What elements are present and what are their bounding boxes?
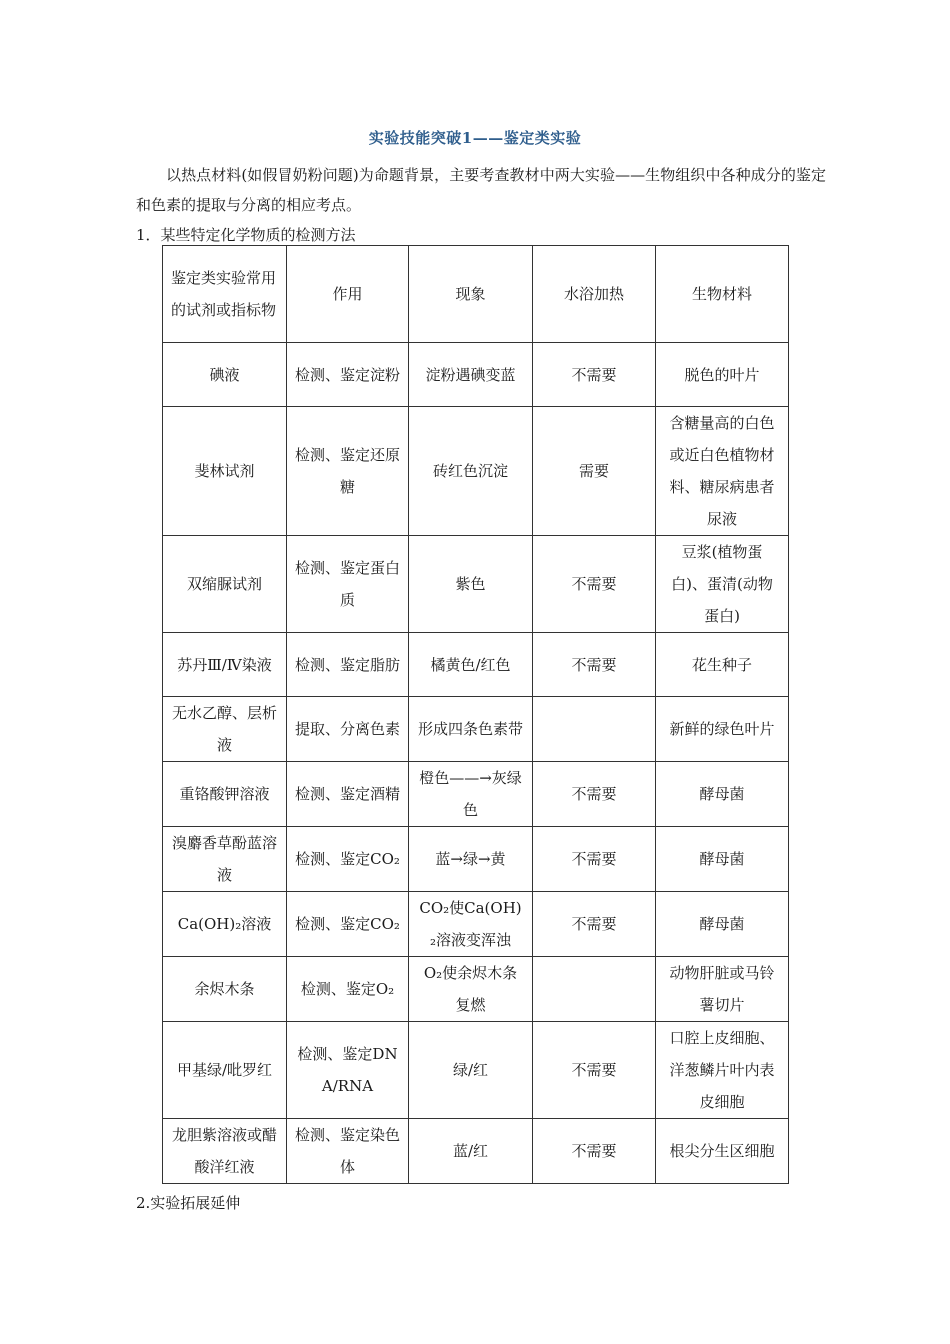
header-cell-material: 生物材料 [656,246,789,343]
table-cell-c1: 苏丹Ⅲ/Ⅳ染液 [163,633,287,697]
table-cell-c2: 检测、鉴定CO₂ [287,827,409,892]
table-cell-c5: 根尖分生区细胞 [656,1119,789,1184]
table-cell-c3: 橙色——→灰绿色 [409,762,533,827]
table-cell-c5: 动物肝脏或马铃薯切片 [656,957,789,1022]
table-cell-c2: 检测、鉴定淀粉 [287,343,409,407]
table-cell-c3: O₂使余烬木条复燃 [409,957,533,1022]
detection-methods-table [162,245,789,1184]
header-cell-water-bath: 水浴加热 [533,246,656,343]
table-cell-c1: 重铬酸钾溶液 [163,762,287,827]
table-cell-c4: 不需要 [533,892,656,957]
table-cell-c3: 橘黄色/红色 [409,633,533,697]
table-cell-c2: 检测、鉴定酒精 [287,762,409,827]
table-cell-c2: 检测、鉴定O₂ [287,957,409,1022]
table-cell-c4 [533,957,656,1022]
table-cell-c1: 溴麝香草酚蓝溶液 [163,827,287,892]
header-cell-phenomenon: 现象 [409,246,533,343]
table-cell-c5: 豆浆(植物蛋白)、蛋清(动物蛋白) [656,536,789,633]
table-cell-c4: 不需要 [533,1022,656,1119]
table-row [163,1119,789,1184]
table-cell-c4: 不需要 [533,633,656,697]
table-cell-c3: 蓝→绿→黄 [409,827,533,892]
table-cell-c5: 花生种子 [656,633,789,697]
table-cell-c5: 脱色的叶片 [656,343,789,407]
table-cell-c4: 不需要 [533,827,656,892]
table-cell-c5: 新鲜的绿色叶片 [656,697,789,762]
table-cell-c2: 检测、鉴定蛋白质 [287,536,409,633]
table-cell-c2: 检测、鉴定CO₂ [287,892,409,957]
table-cell-c2: 检测、鉴定脂肪 [287,633,409,697]
table-cell-c5: 酵母菌 [656,762,789,827]
table-row [163,1022,789,1119]
table-cell-c4: 需要 [533,407,656,536]
table-cell-c1: 龙胆紫溶液或醋酸洋红液 [163,1119,287,1184]
page-title: 实验技能突破1——鉴定类实验 [368,129,582,147]
section-heading-1: 1．某些特定化学物质的检测方法 [136,226,356,244]
table-cell-c4: 不需要 [533,536,656,633]
table-cell-c2: 提取、分离色素 [287,697,409,762]
table-cell-c4 [533,697,656,762]
table-row [163,892,789,957]
table-row [163,697,789,762]
table-cell-c3: 蓝/红 [409,1119,533,1184]
table-cell-c1: 甲基绿/吡罗红 [163,1022,287,1119]
table-cell-c3: 紫色 [409,536,533,633]
table-row [163,633,789,697]
table-cell-c5: 酵母菌 [656,827,789,892]
table-cell-c4: 不需要 [533,762,656,827]
header-cell-function: 作用 [287,246,409,343]
section-heading-2: 2.实验拓展延伸 [136,1194,241,1212]
table-cell-c5: 酵母菌 [656,892,789,957]
table-cell-c1: 斐林试剂 [163,407,287,536]
table-cell-c1: Ca(OH)₂溶液 [163,892,287,957]
table-cell-c3: CO₂使Ca(OH)₂溶液变浑浊 [409,892,533,957]
table-row [163,762,789,827]
table-cell-c1: 余烬木条 [163,957,287,1022]
table-cell-c3: 淀粉遇碘变蓝 [409,343,533,407]
header-cell-reagent: 鉴定类实验常用的试剂或指标物 [163,246,287,343]
table-row [163,957,789,1022]
table-cell-c2: 检测、鉴定还原糖 [287,407,409,536]
table-cell-c1: 碘液 [163,343,287,407]
table-cell-c3: 绿/红 [409,1022,533,1119]
table-cell-c1: 双缩脲试剂 [163,536,287,633]
table-row [163,827,789,892]
intro-paragraph: 以热点材料(如假冒奶粉问题)为命题背景，主要考查教材中两大实验——生物组织中各种成分的鉴定和色素的提取与分离的相应考点。 [136,166,826,214]
table-cell-c4: 不需要 [533,343,656,407]
table-row [163,536,789,633]
table-row [163,343,789,407]
table-cell-c1: 无水乙醇、层析液 [163,697,287,762]
table-cell-c3: 形成四条色素带 [409,697,533,762]
table-cell-c5: 口腔上皮细胞、洋葱鳞片叶内表皮细胞 [656,1022,789,1119]
table-cell-c4: 不需要 [533,1119,656,1184]
table-cell-c2: 检测、鉴定染色体 [287,1119,409,1184]
table-cell-c3: 砖红色沉淀 [409,407,533,536]
table-cell-c5: 含糖量高的白色或近白色植物材料、糖尿病患者尿液 [656,407,789,536]
table-cell-c2: 检测、鉴定DNA/RNA [287,1022,409,1119]
table-header-row [163,246,789,343]
table-row [163,407,789,536]
